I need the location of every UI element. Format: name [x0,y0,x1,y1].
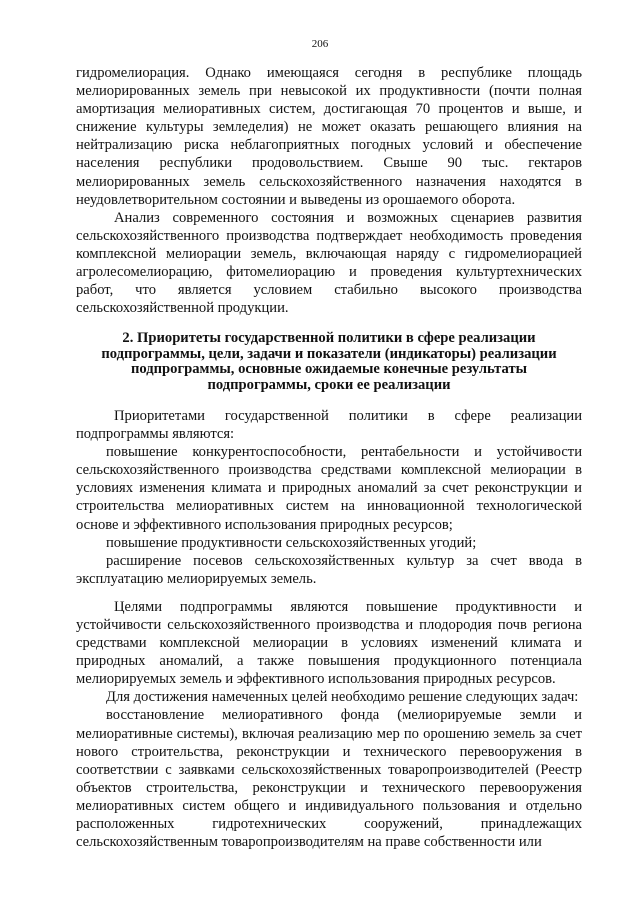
section-heading: 2. Приоритеты государственной политики в сфере реализации подпрограммы, цели, задачи и показатели (индикаторы) реализации подпрограммы, основные ожидаемые конечные результаты подпрограммы, сроки ее реализации [101,330,557,393]
paragraph-tasks-intro: Для достижения намеченных целей необходимо решение следующих задач: [106,689,579,706]
paragraph-analysis: Анализ современного состояния и возможных сценариев развития сельскохозяйственного производства подтверждает необходимость проведения комплексной мелиорации земель, включающая наряду с гидромелиорацией агролесомелиорацию, фитомелиорацию и проведения культуртехнических работ, что является условием стабильно высокого производства сельскохозяйственной продукции. [76,209,582,317]
priority-item: расширение посевов сельскохозяйственных культур за счет ввода в эксплуатацию мелиорируемых земель. [76,552,582,587]
task-item: восстановление мелиоративного фонда (мелиорируемые земли и мелиоративные системы), включая реализацию мер по орошению земель за счет нового строительства, реконструкции и технического перевооружения в соответствии с заявками сельскохозяйственных товаропроизводителей (Реестр объектов строительства, реконструкции и технического перевооружения мелиоративных систем общего и индивидуального пользования и отдельно расположенных гидротехнических сооружений, принадлежащих сельскохозяйственным товаропроизводителям на праве собственности или [76,707,582,851]
paragraph-priorities-intro: Приоритетами государственной политики в сфере реализации подпрограммы являются: [76,407,582,443]
page-body [76,64,582,851]
paragraph-goals: Целями подпрограммы являются повышение продуктивности и устойчивости сельскохозяйственного производства и плодородия почв региона средствами комплексной мелиорации в условиях изменений климата и природных аномалий, а также повышения продукционного потенциала мелиорируемых земель и эффективного использования природных ресурсов. [76,598,582,688]
priority-item: повышение продуктивности сельскохозяйственных угодий; [106,534,477,551]
page-number: 206 [311,38,329,50]
paragraph-hydromelioration: гидромелиорация. Однако имеющаяся сегодня в республике площадь мелиорированных земель при невысокой их продуктивности (почти полная амортизация мелиоративных систем, достигающая 70 процентов и выше, и снижение культуры земледелия) не может оказать решающего влияния на нейтрализацию риска неблагоприятных погодных условий и обеспечение населения республики продовольствием. Свыше 90 тыс. гектаров мелиорированных земель сельскохозяйственного назначения находятся в неудовлетворительном состоянии и выведены из орошаемого оборота. [76,65,582,208]
priority-item: повышение конкурентоспособности, рентабельности и устойчивости сельскохозяйственного производства средствами комплексной мелиорации в условиях изменения климата и природных аномалий за счет реконструкции и строительства мелиоративных систем на инновационной технологической основе и эффективного использования природных ресурсов; [76,444,582,533]
